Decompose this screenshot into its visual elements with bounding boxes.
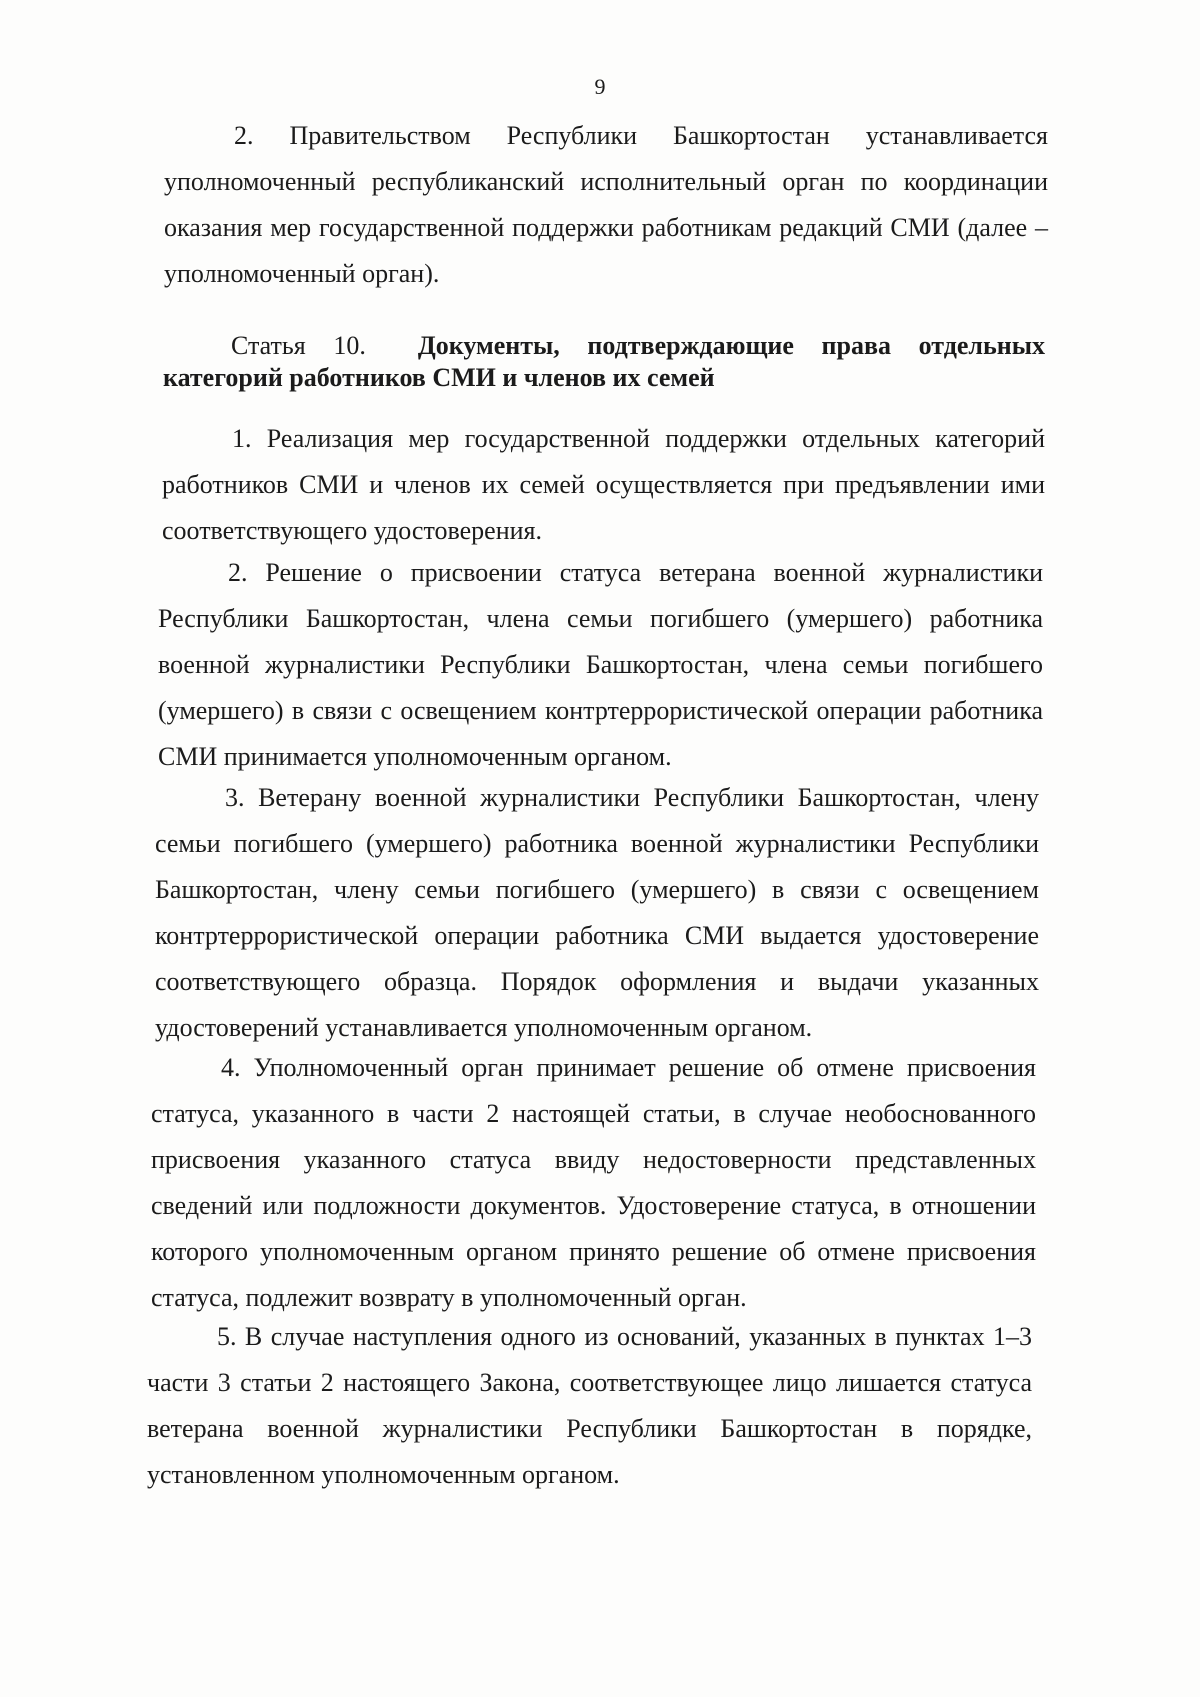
article-heading [163,330,1045,394]
intro-paragraph-block [164,113,1048,297]
article-paragraph-block-1 [162,416,1045,554]
article-label: Статья 10. [231,331,366,360]
article-paragraph-block-5 [147,1314,1032,1498]
article-paragraph-block-4 [151,1045,1036,1321]
article-paragraph-1: 1. Реализация мер государственной поддержки отдельных категорий работников СМИ и членов их семей осуществляется при предъявлении ими соответствующего удостоверения. [162,424,1045,545]
article-paragraph-block-2 [158,550,1043,780]
article-paragraph-4: 4. Уполномоченный орган принимает решение об отмене присвоения статуса, указанного в части 2 настоящей статьи, в случае необоснованного присвоения указанного статуса ввиду недостоверности представленных сведений или подложности документов. Удостоверение статуса, в отношении которого уполномоченным органом принято решение об отмене присвоения статуса, подлежит возврату в уполномоченный орган. [151,1053,1036,1312]
article-paragraph-5: 5. В случае наступления одного из оснований, указанных в пунктах 1–3 части 3 статьи 2 настоящего Закона, соответствующее лицо лишается статуса ветерана военной журналистики Республики Башкортостан в порядке, установленном уполномоченным органом. [147,1322,1032,1489]
article-title: Документы, подтверждающие права отдельных категорий работников СМИ и членов их семей [163,331,1045,392]
article-paragraph-2: 2. Решение о присвоении статуса ветерана военной журналистики Республики Башкортостан, члена семьи погибшего (умершего) работника военной журналистики Республики Башкортостан, члена семьи погибшего (умершего) в связи с освещением контртеррористической операции работника СМИ принимается уполномоченным органом. [158,558,1043,771]
paragraph-2-authorized-body: 2. Правительством Республики Башкортостан устанавливается уполномоченный республиканский исполнительный орган по координации оказания мер государственной поддержки работникам редакций СМИ (далее – уполномоченный орган). [164,121,1048,288]
article-paragraph-3: 3. Ветерану военной журналистики Республики Башкортостан, члену семьи погибшего (умершего) работника военной журналистики Республики Башкортостан, члену семьи погибшего (умершего) в связи с освещением контртеррористической операции работника СМИ выдается удостоверение соответствующего образца. Порядок оформления и выдачи указанных удостоверений устанавливается уполномоченным органом. [155,783,1039,1042]
page-number: 9 [594,74,606,99]
article-paragraph-block-3 [155,775,1039,1051]
